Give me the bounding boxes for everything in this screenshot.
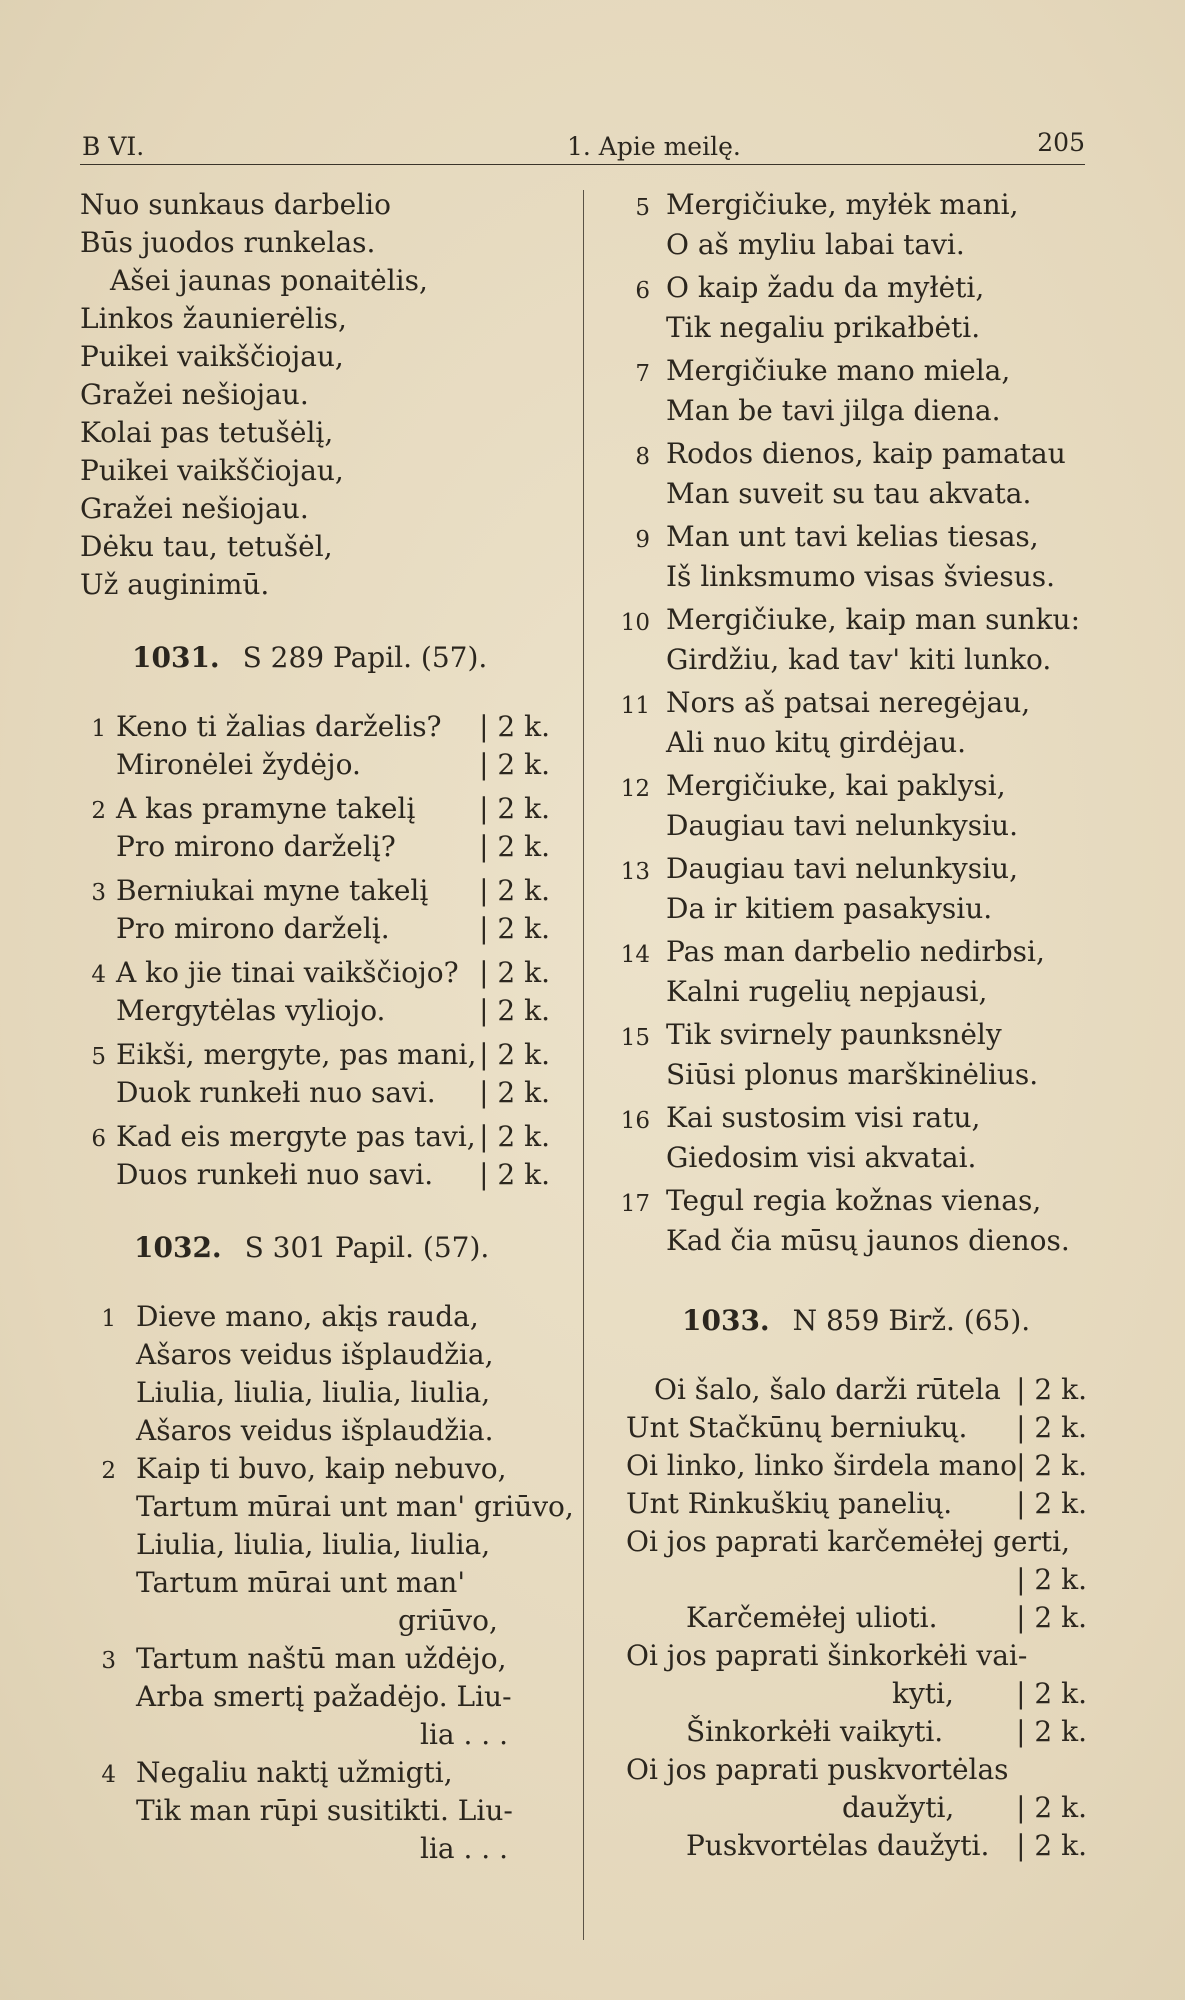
- text-line: Nuo sunkaus darbelio: [80, 188, 391, 221]
- verse-number: 5: [635, 195, 650, 221]
- repeat-mark: | 2 k.: [1016, 1373, 1087, 1406]
- verse-line: [612, 933, 1087, 973]
- line-text: daužyti,: [842, 1791, 955, 1824]
- verse-line: [612, 973, 1087, 1013]
- verse-line: [80, 708, 550, 746]
- verse-line: [612, 269, 1087, 309]
- verse-text: A ko jie tinai vaikščiojo?: [116, 956, 459, 989]
- verse-text: Tegul regia kožnas vienas,: [666, 1184, 1042, 1217]
- verse-line: [80, 1336, 550, 1374]
- right-column: [612, 186, 1087, 1865]
- column-divider: [583, 190, 584, 1940]
- verse-line: [80, 1754, 550, 1792]
- verse-text: Man suveit su tau akvata.: [666, 477, 1032, 510]
- song-number: 1032.: [134, 1231, 222, 1264]
- verse-text: lia . . .: [420, 1832, 509, 1865]
- verse-line: [612, 475, 1087, 515]
- verse-text: Girdžiu, kad tav' kiti lunko.: [666, 643, 1052, 676]
- verse-text: Mironėlei žydėjo.: [116, 748, 361, 781]
- verse-number: 6: [91, 1126, 106, 1152]
- verse-line: [80, 954, 550, 992]
- text-line: Būs juodos runkelas.: [80, 226, 376, 259]
- song-line: [612, 1447, 1087, 1485]
- verse-text: Mergičiuke, kai paklysi,: [666, 769, 1006, 802]
- repeat-mark: | 2 k.: [479, 912, 550, 945]
- verse-line: [80, 1298, 550, 1336]
- verse-line: [80, 1488, 574, 1526]
- text-line: Kolai pas tetušėlį,: [80, 416, 334, 449]
- verse-line: [612, 435, 1087, 475]
- verse-text: Tik man rūpi susitikti. Liu-: [136, 1794, 513, 1827]
- text-line: Gražei nešiojau.: [80, 378, 309, 411]
- verse-line: [612, 186, 1087, 226]
- verse-text: Berniukai myne takelį: [116, 874, 429, 907]
- verse-text: Iš linksmumo visas šviesus.: [666, 560, 1055, 593]
- verse-text: lia . . .: [420, 1718, 509, 1751]
- repeat-mark: | 2 k.: [479, 1158, 550, 1191]
- song-reference: S 301 Papil. (57).: [244, 1231, 490, 1264]
- verse-text: Pro mirono darželį.: [116, 912, 390, 945]
- verse-number: 2: [91, 798, 106, 824]
- verse-text: Rodos dienos, kaip pamatau: [666, 437, 1066, 470]
- verse-line: [612, 518, 1087, 558]
- verse-line: [612, 1139, 1087, 1179]
- verse-line: [80, 1640, 550, 1678]
- song-number: 1031.: [132, 641, 220, 674]
- verse-text: Mergytėlas vyliojo.: [116, 994, 386, 1027]
- song-1033-lines: [612, 1371, 1087, 1865]
- verse-line: [80, 1450, 550, 1488]
- verse-text: Pro mirono darželį?: [116, 830, 396, 863]
- verse-line: [612, 767, 1087, 807]
- repeat-mark: | 2 k.: [479, 874, 550, 907]
- verse-text: Arba smertį pažadėjo. Liu-: [136, 1680, 512, 1713]
- verse-number: 6: [635, 278, 650, 304]
- verse-number: 4: [91, 962, 106, 988]
- text-line: Puikei vaikščiojau,: [80, 454, 344, 487]
- verse-text: Tik negaliu prikałbėti.: [666, 311, 981, 344]
- verse-line: [80, 1526, 550, 1564]
- song-1032-verses: [80, 1298, 574, 1868]
- verse-line: [80, 1716, 550, 1754]
- verse-text: Negaliu naktį užmigti,: [136, 1756, 453, 1789]
- song-line: [612, 1637, 1087, 1675]
- verse-number: 9: [635, 527, 650, 553]
- repeat-mark: | 2 k.: [1016, 1715, 1087, 1748]
- verse-text: A kas pramyne takelį: [116, 792, 416, 825]
- verse-number: 10: [620, 610, 650, 636]
- line-text: Oi šalo, šalo darži rūtela: [654, 1373, 1001, 1406]
- verse-number: 16: [620, 1108, 650, 1134]
- verse-number: 8: [635, 444, 650, 470]
- song-continuation-verses: [612, 186, 1087, 1265]
- verse-text: Pas man darbelio nedirbsi,: [666, 935, 1045, 968]
- repeat-mark: | 2 k.: [1016, 1411, 1087, 1444]
- verse-line: [612, 641, 1087, 681]
- line-text: Oi jos paprati karčemėłej gerti,: [626, 1525, 1070, 1558]
- verse-line: [612, 724, 1087, 764]
- text-line: Už auginimū.: [80, 568, 270, 601]
- song-line: [612, 1789, 1087, 1827]
- song-reference: N 859 Birž. (65).: [792, 1304, 1031, 1337]
- repeat-mark: | 2 k.: [1016, 1449, 1087, 1482]
- text-line: Gražei nešiojau.: [80, 492, 309, 525]
- song-line: [612, 1523, 1087, 1561]
- verse-text: Liulia, liulia, liulia, liulia,: [136, 1528, 491, 1561]
- verse-text: Tartum mūrai unt man' griūvo,: [136, 1490, 574, 1523]
- verse-line: [80, 790, 550, 828]
- repeat-mark: | 2 k.: [479, 1120, 550, 1153]
- line-text: Unt Stačkūnų berniukų.: [626, 1411, 968, 1444]
- repeat-mark: | 2 k.: [1016, 1677, 1087, 1710]
- verse-number: 5: [91, 1044, 106, 1070]
- repeat-mark: | 2 k.: [479, 748, 550, 781]
- song-line: [612, 1675, 1087, 1713]
- verse-text: Kaip ti buvo, kaip nebuvo,: [136, 1452, 507, 1485]
- verse-line: [612, 1056, 1087, 1096]
- verse-text: Nors aš patsai neregėjau,: [666, 686, 1031, 719]
- verse-text: O aš myliu labai tavi.: [666, 228, 965, 261]
- verse-line: [612, 352, 1087, 392]
- text-line: Linkos žaunierėlis,: [80, 302, 347, 335]
- verse-number: 13: [620, 859, 650, 885]
- verse-text: Duos runkełi nuo savi.: [116, 1158, 434, 1191]
- verse-line: [80, 992, 550, 1030]
- verse-text: O kaip žadu da myłėti,: [666, 271, 985, 304]
- verse-line: [612, 1222, 1087, 1262]
- verse-text: Eikši, mergyte, pas mani,: [116, 1038, 477, 1071]
- verse-number: 11: [620, 693, 650, 719]
- verse-text: Kai sustosim visi ratu,: [666, 1101, 981, 1134]
- verse-text: Keno ti žalias darželis?: [116, 710, 442, 743]
- verse-text: Giedosim visi akvatai.: [666, 1141, 977, 1174]
- chapter-title: 1. Apie meilę.: [567, 132, 741, 161]
- verse-line: [80, 910, 550, 948]
- verse-line: [612, 850, 1087, 890]
- verse-line: [612, 1099, 1087, 1139]
- verse-line: [612, 392, 1087, 432]
- repeat-mark: | 2 k.: [1016, 1791, 1087, 1824]
- verse-text: Kad čia mūsų jaunos dienos.: [666, 1224, 1070, 1257]
- verse-line: [612, 684, 1087, 724]
- verse-line: [80, 828, 550, 866]
- verse-line: [80, 1036, 550, 1074]
- verse-line: [80, 1564, 550, 1602]
- song-number: 1033.: [682, 1304, 770, 1337]
- verse-text: Dieve mano, akįs rauda,: [136, 1300, 479, 1333]
- verse-line: [612, 558, 1087, 598]
- verse-text: Da ir kitiem pasakysiu.: [666, 892, 993, 925]
- verse-line: [612, 1182, 1087, 1222]
- verse-text: Tartum mūrai unt man': [136, 1566, 466, 1599]
- verse-line: [80, 1792, 550, 1830]
- page-number: 205: [1037, 128, 1085, 157]
- verse-line: [612, 1016, 1087, 1056]
- verse-line: [80, 1118, 550, 1156]
- verse-text: Daugiau tavi nelunkysiu.: [666, 809, 1018, 842]
- verse-line: [80, 1374, 550, 1412]
- verse-number: 1: [91, 716, 106, 742]
- song-line: [612, 1713, 1087, 1751]
- verse-number: 14: [620, 942, 650, 968]
- verse-line: [612, 601, 1087, 641]
- verse-line: [80, 1602, 550, 1640]
- song-line: [612, 1371, 1087, 1409]
- verse-number: 4: [101, 1762, 116, 1788]
- verse-line: [612, 226, 1087, 266]
- verse-line: [80, 1678, 550, 1716]
- repeat-mark: | 2 k.: [479, 792, 550, 825]
- verse-line: [80, 872, 550, 910]
- verse-text: Kad eis mergyte pas tavi,: [116, 1120, 476, 1153]
- verse-text: griūvo,: [398, 1604, 498, 1637]
- verse-number: 3: [101, 1648, 116, 1674]
- song-heading-1032: [80, 1218, 580, 1278]
- verse-text: Liulia, liulia, liulia, liulia,: [136, 1376, 491, 1409]
- line-text: kyti,: [892, 1677, 954, 1710]
- verse-text: Daugiau tavi nelunkysiu,: [666, 852, 1018, 885]
- song-line: [612, 1751, 1087, 1789]
- text-line: Puikei vaikščiojau,: [80, 340, 344, 373]
- repeat-mark: | 2 k.: [479, 1076, 550, 1109]
- repeat-mark: | 2 k.: [479, 830, 550, 863]
- line-text: Unt Rinkuškių panelių.: [626, 1487, 953, 1520]
- line-text: Oi linko, linko širdela mano: [626, 1449, 1017, 1482]
- song-heading-1031: [80, 628, 580, 688]
- verse-text: Tartum naštū man uždėjo,: [136, 1642, 507, 1675]
- text-line: Ašei jaunas ponaitėlis,: [110, 264, 428, 297]
- section-label: B VI.: [82, 132, 145, 161]
- verse-text: Ašaros veidus išplaudžia.: [136, 1414, 494, 1447]
- line-text: Karčemėłej ulioti.: [686, 1601, 938, 1634]
- left-column: [80, 186, 580, 1868]
- song-line: [612, 1485, 1087, 1523]
- line-text: Oi jos paprati puskvortėlas: [626, 1753, 1009, 1786]
- verse-text: Man unt tavi kelias tiesas,: [666, 520, 1039, 553]
- verse-line: [80, 1156, 550, 1194]
- verse-text: Ali nuo kitų girdėjau.: [666, 726, 967, 759]
- verse-number: 17: [620, 1191, 650, 1217]
- verse-number: 2: [101, 1458, 116, 1484]
- verse-line: [612, 807, 1087, 847]
- running-header: [80, 128, 1085, 165]
- verse-text: Ašaros veidus išplaudžia,: [136, 1338, 494, 1371]
- repeat-mark: | 2 k.: [479, 1038, 550, 1071]
- song-line: [612, 1409, 1087, 1447]
- repeat-mark: | 2 k.: [1016, 1487, 1087, 1520]
- text-line: Dėku tau, tetušėl,: [80, 530, 333, 563]
- verse-line: [80, 1074, 550, 1112]
- verse-line: [612, 309, 1087, 349]
- verse-text: Tik svirnely paunksnėly: [666, 1018, 1002, 1051]
- repeat-mark: | 2 k.: [479, 994, 550, 1027]
- song-continuation: [80, 186, 580, 604]
- repeat-mark: | 2 k.: [1016, 1563, 1087, 1596]
- verse-line: [80, 1830, 550, 1868]
- repeat-mark: | 2 k.: [479, 956, 550, 989]
- verse-text: Duok runkełi nuo savi.: [116, 1076, 436, 1109]
- repeat-mark: | 2 k.: [1016, 1829, 1087, 1862]
- verse-number: 1: [101, 1306, 116, 1332]
- line-text: Puskvortėlas daužyti.: [686, 1829, 990, 1862]
- verse-text: Man be tavi jilga diena.: [666, 394, 1001, 427]
- song-reference: S 289 Papil. (57).: [242, 641, 488, 674]
- song-heading-1033: [612, 1291, 1087, 1351]
- line-text: Šinkorkėłi vaikyti.: [686, 1715, 944, 1748]
- verse-line: [80, 1412, 550, 1450]
- verse-text: Siūsi plonus marškinėlius.: [666, 1058, 1039, 1091]
- verse-text: Mergičiuke mano miela,: [666, 354, 1011, 387]
- song-1031-verses: [80, 708, 550, 1194]
- verse-line: [612, 890, 1087, 930]
- line-text: Oi jos paprati šinkorkėłi vai-: [626, 1639, 1028, 1672]
- verse-text: Mergičiuke, kaip man sunku:: [666, 603, 1080, 636]
- song-line: [612, 1599, 1087, 1637]
- verse-text: Mergičiuke, myłėk mani,: [666, 188, 1019, 221]
- verse-number: 12: [620, 776, 650, 802]
- repeat-mark: | 2 k.: [1016, 1601, 1087, 1634]
- verse-number: 15: [620, 1025, 650, 1051]
- verse-number: 7: [635, 361, 650, 387]
- song-line: [612, 1827, 1087, 1865]
- verse-line: [80, 746, 550, 784]
- song-line: [612, 1561, 1087, 1599]
- verse-number: 3: [91, 880, 106, 906]
- repeat-mark: | 2 k.: [479, 710, 550, 743]
- verse-text: Kalni rugelių nepjausi,: [666, 975, 988, 1008]
